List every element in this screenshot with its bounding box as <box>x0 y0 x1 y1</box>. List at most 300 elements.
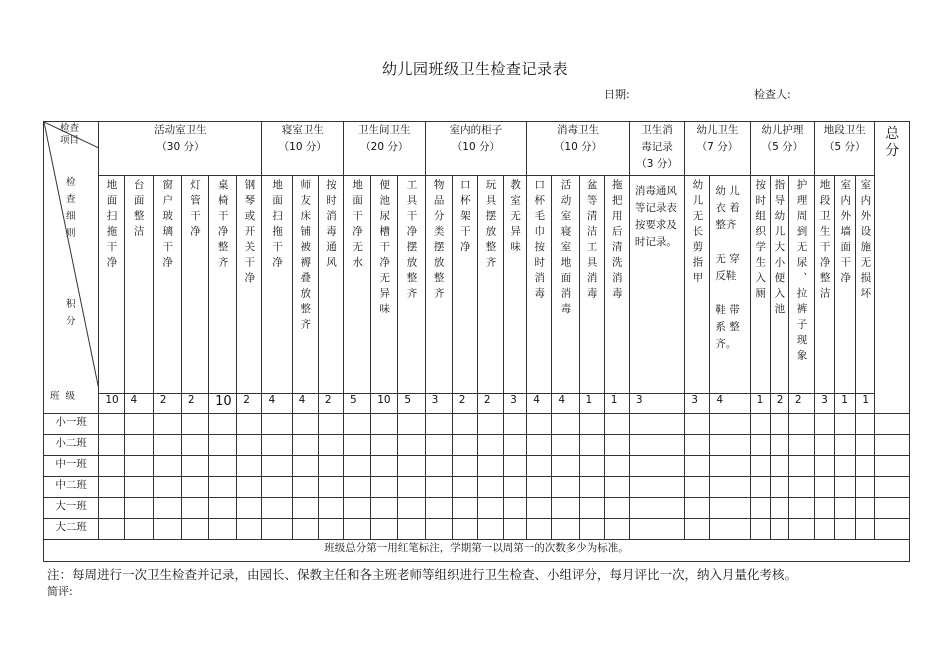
class-name: 中二班 <box>44 477 99 498</box>
score-entry-cell[interactable] <box>425 477 452 498</box>
score-entry-cell[interactable] <box>425 519 452 540</box>
score-entry-cell[interactable] <box>99 414 124 435</box>
criterion-text: 护理周到无尿、拉裤子现象 <box>795 179 808 365</box>
criterion-points: 4 <box>292 394 318 414</box>
criterion-text: 师友床铺被褥叠放整齐 <box>299 179 312 334</box>
criterion-cell <box>209 176 237 394</box>
criterion-points: 4 <box>262 394 292 414</box>
criterion-cell <box>398 176 425 394</box>
criterion-points: 2 <box>237 394 262 414</box>
score-entry-cell[interactable] <box>124 414 153 435</box>
score-entry-cell[interactable] <box>398 414 425 435</box>
score-entry-cell[interactable] <box>153 519 181 540</box>
criterion-points: 1 <box>750 394 770 414</box>
score-entry-cell[interactable] <box>856 414 875 435</box>
score-entry-cell[interactable] <box>527 435 552 456</box>
score-entry-cell[interactable] <box>237 519 262 540</box>
score-entry-cell[interactable] <box>527 519 552 540</box>
score-entry-cell[interactable] <box>856 456 875 477</box>
score-entry-cell[interactable] <box>344 498 371 519</box>
score-entry-cell[interactable] <box>552 498 579 519</box>
score-entry-cell[interactable] <box>477 498 503 519</box>
score-entry-cell[interactable] <box>181 456 208 477</box>
criterion-cell <box>371 176 398 394</box>
score-entry-cell[interactable] <box>788 477 814 498</box>
score-entry-cell[interactable] <box>99 498 124 519</box>
score-entry-cell[interactable] <box>292 498 318 519</box>
score-entry-cell[interactable] <box>770 456 788 477</box>
criterion-points: 1 <box>579 394 604 414</box>
score-entry-cell[interactable] <box>856 435 875 456</box>
criterion-text: 地面干净无水 <box>351 179 364 272</box>
criterion-text: 窗户玻璃干净 <box>161 179 174 272</box>
criterion-cell <box>292 176 318 394</box>
criterion-cell <box>452 176 477 394</box>
score-entry-cell[interactable] <box>371 519 398 540</box>
score-entry-cell[interactable] <box>153 435 181 456</box>
criterion-points: 3 <box>629 394 684 414</box>
category-score: （7 分） <box>696 141 739 153</box>
score-entry-cell[interactable] <box>99 435 124 456</box>
score-entry-cell[interactable] <box>856 519 875 540</box>
score-entry-cell[interactable] <box>504 435 527 456</box>
score-entry-cell[interactable] <box>292 414 318 435</box>
category-header <box>629 122 684 176</box>
score-entry-cell[interactable] <box>318 477 343 498</box>
category-header <box>262 122 344 176</box>
category-score: （10 分） <box>451 141 500 153</box>
category-header <box>815 122 875 176</box>
score-entry-cell[interactable] <box>504 498 527 519</box>
criterion-cell <box>629 176 684 394</box>
score-entry-cell[interactable] <box>181 477 208 498</box>
score-entry-cell[interactable] <box>770 519 788 540</box>
criterion-points: 3 <box>504 394 527 414</box>
score-entry-cell[interactable] <box>504 477 527 498</box>
criterion-text: 指导幼儿大小便入池 <box>773 179 786 319</box>
criterion-cell <box>770 176 788 394</box>
score-entry-cell[interactable] <box>750 456 770 477</box>
score-entry-cell[interactable] <box>344 414 371 435</box>
score-entry-cell[interactable] <box>770 498 788 519</box>
score-entry-cell[interactable] <box>371 477 398 498</box>
criterion-points: 3 <box>685 394 710 414</box>
score-entry-cell[interactable] <box>452 456 477 477</box>
score-entry-cell[interactable] <box>875 519 910 540</box>
category-score: （20 分） <box>360 141 409 153</box>
score-entry-cell[interactable] <box>318 414 343 435</box>
criterion-points: 10 <box>371 394 398 414</box>
category-score: （5 分） <box>824 141 866 153</box>
score-entry-cell[interactable] <box>425 414 452 435</box>
criterion-points: 4 <box>710 394 750 414</box>
score-entry-cell[interactable] <box>710 519 750 540</box>
class-name: 中一班 <box>44 456 99 477</box>
score-entry-cell[interactable] <box>398 498 425 519</box>
criterion-points: 5 <box>344 394 371 414</box>
table-row <box>44 456 910 477</box>
score-entry-cell[interactable] <box>770 435 788 456</box>
category-header <box>685 122 750 176</box>
score-entry-cell[interactable] <box>604 498 629 519</box>
criterion-cell <box>124 176 153 394</box>
criterion-text: 室内外墙面干净 <box>839 179 852 288</box>
score-entry-cell[interactable] <box>262 519 292 540</box>
category-score: （10 分） <box>278 141 327 153</box>
criterion-text: 室内外设施无损坏 <box>859 179 872 303</box>
score-entry-cell[interactable] <box>750 498 770 519</box>
score-entry-cell[interactable] <box>371 456 398 477</box>
score-entry-cell[interactable] <box>579 456 604 477</box>
score-entry-cell[interactable] <box>604 435 629 456</box>
category-header <box>344 122 426 176</box>
table-footer-note: 班级总分第一用红笔标注，学期第一以周第一的次数多少为标准。 <box>44 540 910 562</box>
table-row <box>44 498 910 519</box>
criterion-text: 盆等清洁工具消毒 <box>585 179 598 303</box>
table-row <box>44 477 910 498</box>
category-name: 地段卫生 <box>823 124 866 136</box>
corner-header <box>44 122 99 414</box>
score-entry-cell[interactable] <box>262 414 292 435</box>
score-entry-cell[interactable] <box>835 414 856 435</box>
score-entry-cell[interactable] <box>237 477 262 498</box>
score-entry-cell[interactable] <box>527 456 552 477</box>
score-entry-cell[interactable] <box>629 435 684 456</box>
score-entry-cell[interactable] <box>153 477 181 498</box>
score-entry-cell[interactable] <box>629 414 684 435</box>
score-entry-cell[interactable] <box>875 414 910 435</box>
score-entry-cell[interactable] <box>477 414 503 435</box>
criterion-cell <box>527 176 552 394</box>
score-entry-cell[interactable] <box>237 435 262 456</box>
score-entry-cell[interactable] <box>875 498 910 519</box>
score-entry-cell[interactable] <box>770 477 788 498</box>
score-entry-cell[interactable] <box>398 435 425 456</box>
score-entry-cell[interactable] <box>209 435 237 456</box>
criterion-cell <box>750 176 770 394</box>
inspector-label: 检查人: <box>754 88 791 101</box>
score-entry-cell[interactable] <box>835 435 856 456</box>
criterion-points: 4 <box>552 394 579 414</box>
criterion-cell <box>181 176 208 394</box>
score-entry-cell[interactable] <box>685 435 710 456</box>
corner-score-label: 积 分 <box>66 299 76 327</box>
score-entry-cell[interactable] <box>425 456 452 477</box>
score-entry-cell[interactable] <box>209 519 237 540</box>
score-entry-cell[interactable] <box>292 456 318 477</box>
score-entry-cell[interactable] <box>153 498 181 519</box>
corner-item-label: 检查 项目 <box>60 123 80 146</box>
score-entry-cell[interactable] <box>477 435 503 456</box>
score-entry-cell[interactable] <box>99 519 124 540</box>
score-entry-cell[interactable] <box>579 477 604 498</box>
table-row <box>44 519 910 540</box>
score-entry-cell[interactable] <box>371 414 398 435</box>
score-entry-cell[interactable] <box>262 498 292 519</box>
score-entry-cell[interactable] <box>629 477 684 498</box>
category-score: （30 分） <box>156 141 205 153</box>
score-entry-cell[interactable] <box>788 456 814 477</box>
criterion-cell <box>504 176 527 394</box>
score-entry-cell[interactable] <box>209 477 237 498</box>
review-label: 简评: <box>47 585 73 598</box>
score-entry-cell[interactable] <box>527 477 552 498</box>
criterion-text: 玩具摆放整齐 <box>484 179 497 272</box>
score-entry-cell[interactable] <box>710 498 750 519</box>
criterion-text: 便池尿槽干净无异味 <box>378 179 391 319</box>
score-entry-cell[interactable] <box>477 477 503 498</box>
score-entry-cell[interactable] <box>815 477 835 498</box>
score-entry-cell[interactable] <box>425 498 452 519</box>
score-entry-cell[interactable] <box>398 477 425 498</box>
score-entry-cell[interactable] <box>629 498 684 519</box>
score-entry-cell[interactable] <box>685 414 710 435</box>
score-entry-cell[interactable] <box>685 477 710 498</box>
score-entry-cell[interactable] <box>153 456 181 477</box>
score-entry-cell[interactable] <box>99 477 124 498</box>
score-entry-cell[interactable] <box>181 435 208 456</box>
score-entry-cell[interactable] <box>710 414 750 435</box>
score-entry-cell[interactable] <box>875 435 910 456</box>
score-entry-cell[interactable] <box>815 435 835 456</box>
score-entry-cell[interactable] <box>209 498 237 519</box>
score-entry-cell[interactable] <box>504 456 527 477</box>
score-entry-cell[interactable] <box>710 456 750 477</box>
criterion-points: 2 <box>788 394 814 414</box>
score-entry-cell[interactable] <box>452 498 477 519</box>
criterion-cell <box>710 176 750 394</box>
corner-diagonals <box>44 122 99 410</box>
score-entry-cell[interactable] <box>604 519 629 540</box>
class-name: 小二班 <box>44 435 99 456</box>
score-entry-cell[interactable] <box>237 414 262 435</box>
score-entry-cell[interactable] <box>750 435 770 456</box>
score-entry-cell[interactable] <box>856 477 875 498</box>
table-row <box>44 435 910 456</box>
criterion-points: 4 <box>527 394 552 414</box>
score-entry-cell[interactable] <box>452 477 477 498</box>
score-entry-cell[interactable] <box>124 498 153 519</box>
score-entry-cell[interactable] <box>815 519 835 540</box>
criterion-points: 2 <box>153 394 181 414</box>
score-entry-cell[interactable] <box>629 519 684 540</box>
score-entry-cell[interactable] <box>815 456 835 477</box>
criterion-points: 1 <box>604 394 629 414</box>
score-entry-cell[interactable] <box>604 477 629 498</box>
footnote: 注：每周进行一次卫生检查并记录，由园长、保教主任和各主班老师等组织进行卫生检查、小组评分，每月评比一次，纳入月量化考核。 <box>47 567 798 582</box>
category-name: 消毒卫生 <box>557 124 600 136</box>
total-score-header: 总 分 <box>875 122 910 414</box>
score-entry-cell[interactable] <box>477 519 503 540</box>
criterion-cell <box>153 176 181 394</box>
score-entry-cell[interactable] <box>685 498 710 519</box>
score-entry-cell[interactable] <box>124 477 153 498</box>
score-entry-cell[interactable] <box>318 498 343 519</box>
score-entry-cell[interactable] <box>527 498 552 519</box>
score-entry-cell[interactable] <box>262 435 292 456</box>
criterion-text: 按时组织学生入厕 <box>754 179 767 303</box>
score-entry-cell[interactable] <box>579 519 604 540</box>
criterion-text: 幼儿无长剪指甲 <box>691 179 704 288</box>
criterion-points: 10 <box>99 394 124 414</box>
score-entry-cell[interactable] <box>209 414 237 435</box>
score-entry-cell[interactable] <box>262 477 292 498</box>
score-entry-cell[interactable] <box>209 456 237 477</box>
score-entry-cell[interactable] <box>504 519 527 540</box>
score-entry-cell[interactable] <box>835 456 856 477</box>
score-entry-cell[interactable] <box>99 456 124 477</box>
score-entry-cell[interactable] <box>181 414 208 435</box>
score-entry-cell[interactable] <box>856 498 875 519</box>
score-entry-cell[interactable] <box>292 519 318 540</box>
criterion-cell <box>262 176 292 394</box>
criterion-cell <box>552 176 579 394</box>
score-entry-cell[interactable] <box>527 414 552 435</box>
criterion-cell <box>579 176 604 394</box>
criterion-points: 2 <box>181 394 208 414</box>
criterion-cell <box>685 176 710 394</box>
criterion-text: 教室无异味 <box>509 179 522 257</box>
score-entry-cell[interactable] <box>181 519 208 540</box>
score-entry-cell[interactable] <box>124 456 153 477</box>
score-entry-cell[interactable] <box>344 456 371 477</box>
criterion-points: 2 <box>477 394 503 414</box>
category-header <box>527 122 630 176</box>
score-entry-cell[interactable] <box>788 414 814 435</box>
criterion-points: 3 <box>815 394 835 414</box>
score-entry-cell[interactable] <box>629 456 684 477</box>
score-entry-cell[interactable] <box>318 456 343 477</box>
criterion-text: 拖把用后清洗消毒 <box>610 179 623 303</box>
criterion-text: 按时消毒通风 <box>324 179 337 272</box>
score-entry-cell[interactable] <box>750 414 770 435</box>
criterion-text: 台面整洁 <box>132 179 145 241</box>
score-entry-cell[interactable] <box>835 477 856 498</box>
criterion-points: 1 <box>856 394 875 414</box>
category-header <box>750 122 814 176</box>
inspection-table <box>43 121 910 562</box>
criterion-text: 地段卫生干净整洁 <box>818 179 831 303</box>
criterion-points: 4 <box>124 394 153 414</box>
criterion-text: 钢琴或开关干净 <box>243 179 256 288</box>
score-entry-cell[interactable] <box>398 456 425 477</box>
score-entry-cell[interactable] <box>552 477 579 498</box>
category-header <box>99 122 262 176</box>
score-entry-cell[interactable] <box>371 498 398 519</box>
score-entry-cell[interactable] <box>685 519 710 540</box>
score-entry-cell[interactable] <box>237 456 262 477</box>
score-entry-cell[interactable] <box>750 477 770 498</box>
criterion-points: 1 <box>835 394 856 414</box>
score-entry-cell[interactable] <box>710 435 750 456</box>
score-entry-cell[interactable] <box>371 435 398 456</box>
score-entry-cell[interactable] <box>452 435 477 456</box>
criterion-points: 2 <box>318 394 343 414</box>
score-entry-cell[interactable] <box>124 435 153 456</box>
score-entry-cell[interactable] <box>604 456 629 477</box>
criterion-text: 口杯架干净 <box>458 179 471 257</box>
score-entry-cell[interactable] <box>815 498 835 519</box>
criterion-cell <box>425 176 452 394</box>
score-entry-cell[interactable] <box>425 435 452 456</box>
score-entry-cell[interactable] <box>875 477 910 498</box>
score-entry-cell[interactable] <box>344 435 371 456</box>
score-entry-cell[interactable] <box>237 498 262 519</box>
criterion-cell <box>604 176 629 394</box>
score-entry-cell[interactable] <box>292 477 318 498</box>
score-entry-cell[interactable] <box>552 519 579 540</box>
score-entry-cell[interactable] <box>477 456 503 477</box>
score-entry-cell[interactable] <box>788 435 814 456</box>
criterion-cell <box>344 176 371 394</box>
score-entry-cell[interactable] <box>579 498 604 519</box>
score-entry-cell[interactable] <box>770 414 788 435</box>
score-entry-cell[interactable] <box>552 435 579 456</box>
score-entry-cell[interactable] <box>875 456 910 477</box>
class-name: 大一班 <box>44 498 99 519</box>
criterion-cell <box>237 176 262 394</box>
score-entry-cell[interactable] <box>452 414 477 435</box>
score-entry-cell[interactable] <box>835 498 856 519</box>
score-entry-cell[interactable] <box>685 456 710 477</box>
date-label: 日期: <box>604 88 630 101</box>
criterion-cell <box>788 176 814 394</box>
criterion-points: 2 <box>452 394 477 414</box>
score-entry-cell[interactable] <box>579 414 604 435</box>
score-entry-cell[interactable] <box>262 456 292 477</box>
score-entry-cell[interactable] <box>604 414 629 435</box>
score-entry-cell[interactable] <box>318 519 343 540</box>
score-entry-cell[interactable] <box>815 414 835 435</box>
score-entry-cell[interactable] <box>788 519 814 540</box>
score-entry-cell[interactable] <box>318 435 343 456</box>
criterion-text: 地面扫拖干净 <box>105 179 118 272</box>
criterion-points: 3 <box>425 394 452 414</box>
criterion-text: 桌椅干净整齐 <box>216 179 229 272</box>
score-entry-cell[interactable] <box>153 414 181 435</box>
category-score: （10 分） <box>553 141 603 153</box>
score-entry-cell[interactable] <box>710 477 750 498</box>
score-entry-cell[interactable] <box>292 435 318 456</box>
criterion-cell <box>99 176 124 394</box>
score-entry-cell[interactable] <box>750 519 770 540</box>
score-entry-cell[interactable] <box>344 477 371 498</box>
table-row <box>44 414 910 435</box>
category-name: 室内的柜子 <box>449 124 503 136</box>
category-name: 寝室卫生 <box>281 124 324 136</box>
score-entry-cell[interactable] <box>504 414 527 435</box>
score-entry-cell[interactable] <box>181 498 208 519</box>
score-entry-cell[interactable] <box>552 414 579 435</box>
criterion-text: 消毒通风 等记录表 按要求及 时记录。 <box>634 185 677 248</box>
criterion-text: 活动室寝室地面消毒 <box>559 179 572 319</box>
criterion-cell <box>477 176 503 394</box>
category-name: 幼儿卫生 <box>696 124 739 136</box>
corner-class-label: 班 级 <box>50 391 76 402</box>
score-entry-cell[interactable] <box>124 519 153 540</box>
score-entry-cell[interactable] <box>452 519 477 540</box>
page-title: 幼儿园班级卫生检查记录表 <box>381 60 568 78</box>
criterion-cell <box>815 176 835 394</box>
score-entry-cell[interactable] <box>788 498 814 519</box>
score-entry-cell[interactable] <box>552 456 579 477</box>
criterion-text: 工具干净摆放整齐 <box>405 179 418 303</box>
score-entry-cell[interactable] <box>398 519 425 540</box>
score-entry-cell[interactable] <box>835 519 856 540</box>
category-name: 幼儿护理 <box>761 124 804 136</box>
score-entry-cell[interactable] <box>344 519 371 540</box>
score-entry-cell[interactable] <box>579 435 604 456</box>
